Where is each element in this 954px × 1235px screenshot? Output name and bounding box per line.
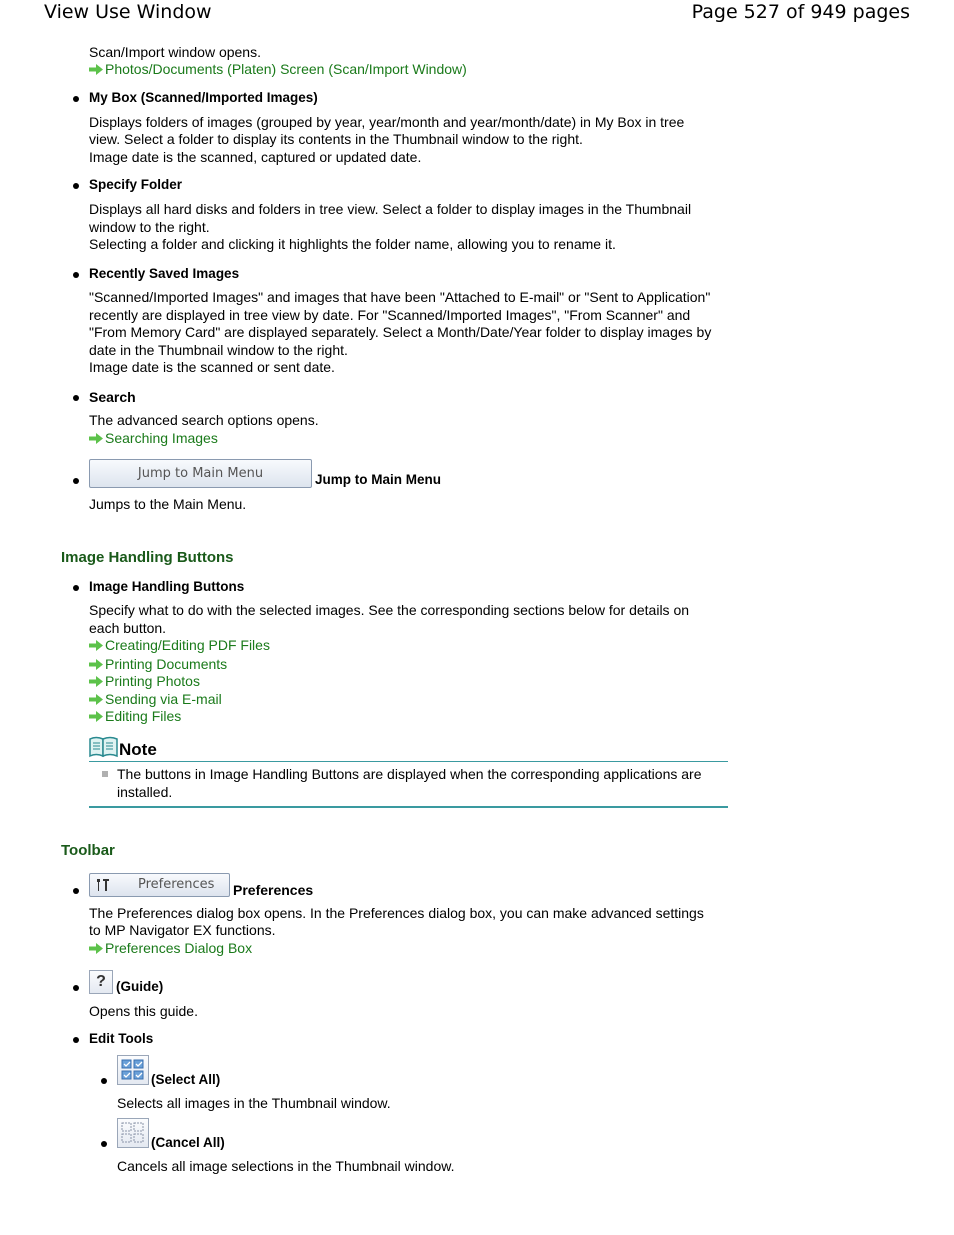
help-icon: ? bbox=[96, 973, 106, 990]
specify-line-1: Displays all hard disks and folders in tree view. Select a folder to display images in the Thumbnail bbox=[89, 201, 692, 217]
specify-line-2: window to the right. bbox=[89, 219, 210, 235]
select-all-button[interactable] bbox=[117, 1055, 149, 1085]
preferences-line-1: The Preferences dialog box opens. In the Preferences dialog box, you can make advanced settings bbox=[89, 905, 704, 921]
image-handling-line-2: each button. bbox=[89, 620, 167, 636]
bullet-icon bbox=[73, 888, 79, 894]
jump-title: Jump to Main Menu bbox=[315, 472, 441, 487]
preferences-line-2: to MP Navigator EX functions. bbox=[89, 922, 276, 938]
select-all-icon bbox=[118, 1056, 148, 1084]
bullet-icon bbox=[73, 478, 79, 484]
recent-line-5: Image date is the scanned or sent date. bbox=[89, 359, 335, 375]
cancel-all-icon bbox=[118, 1119, 148, 1147]
link-text: Preferences Dialog Box bbox=[105, 940, 253, 956]
link-photos-documents[interactable] bbox=[89, 61, 467, 79]
search-title: Search bbox=[89, 389, 136, 405]
mybox-line-3: Image date is the scanned, captured or updated date. bbox=[89, 149, 422, 165]
image-handling-title: Image Handling Buttons bbox=[89, 579, 245, 594]
arrow-right-icon bbox=[89, 640, 103, 651]
preferences-button-label: Preferences bbox=[138, 877, 215, 892]
mybox-line-2: view. Select a folder to display its contents in the Thumbnail window to the right. bbox=[89, 131, 583, 147]
header-title: View Use Window bbox=[44, 1, 212, 23]
mybox-title: My Box (Scanned/Imported Images) bbox=[89, 90, 318, 105]
recent-line-4: date in the Thumbnail window to the right. bbox=[89, 342, 348, 358]
link-printing-documents[interactable] bbox=[89, 656, 227, 674]
link-sending-via-email[interactable] bbox=[89, 691, 222, 709]
bullet-icon bbox=[73, 96, 79, 102]
jump-to-main-menu-button[interactable]: Jump to Main Menu bbox=[89, 459, 312, 488]
note-title: Note bbox=[119, 740, 157, 759]
bullet-icon bbox=[101, 1078, 107, 1084]
cancel-all-button[interactable] bbox=[117, 1118, 149, 1148]
arrow-right-icon bbox=[89, 676, 103, 687]
bullet-icon bbox=[73, 585, 79, 591]
specify-title: Specify Folder bbox=[89, 177, 183, 192]
preferences-title: Preferences bbox=[233, 882, 314, 898]
section-title-image-handling: Image Handling Buttons bbox=[61, 549, 234, 566]
note-bottom-rule bbox=[89, 806, 728, 808]
jump-text: Jumps to the Main Menu. bbox=[89, 496, 247, 512]
link-creating-editing-pdf[interactable] bbox=[89, 637, 270, 655]
guide-title: (Guide) bbox=[116, 979, 164, 994]
bullet-icon bbox=[73, 985, 79, 991]
cancel-all-title: (Cancel All) bbox=[151, 1135, 225, 1150]
bullet-icon bbox=[73, 1037, 79, 1043]
link-preferences-dialog[interactable] bbox=[89, 940, 252, 958]
arrow-right-icon bbox=[89, 433, 103, 444]
specify-line-3: Selecting a folder and clicking it highlights the folder name, allowing you to rename it. bbox=[89, 236, 616, 252]
bullet-icon bbox=[101, 1141, 107, 1147]
note-line-2: installed. bbox=[117, 784, 173, 800]
link-printing-photos[interactable] bbox=[89, 673, 200, 691]
preferences-button[interactable] bbox=[89, 873, 230, 897]
recent-line-1: "Scanned/Imported Images" and images that have been "Attached to E-mail" or "Sent to Application" bbox=[89, 289, 711, 305]
recent-title: Recently Saved Images bbox=[89, 266, 240, 281]
tools-icon bbox=[95, 878, 113, 892]
page-indicator: Page 527 of 949 pages bbox=[691, 1, 910, 23]
edit-tools-title: Edit Tools bbox=[89, 1031, 154, 1046]
guide-text: Opens this guide. bbox=[89, 1003, 198, 1019]
link-text: Photos/Documents (Platen) Screen (Scan/Import Window) bbox=[105, 61, 467, 77]
link-text: Sending via E-mail bbox=[105, 691, 222, 707]
intro-text: Scan/Import window opens. bbox=[89, 44, 261, 60]
search-text: The advanced search options opens. bbox=[89, 412, 319, 428]
recent-line-2: recently are displayed in tree view by date. For "Scanned/Imported Images", "From Scanner" and bbox=[89, 307, 691, 323]
link-searching-images[interactable] bbox=[89, 430, 218, 448]
recent-line-3: "From Memory Card" are displayed separately. Select a Month/Date/Year folder to display images by bbox=[89, 324, 712, 340]
arrow-right-icon bbox=[89, 711, 103, 722]
select-all-text: Selects all images in the Thumbnail window. bbox=[117, 1095, 391, 1111]
section-title-toolbar: Toolbar bbox=[61, 842, 115, 859]
link-text: Searching Images bbox=[105, 430, 218, 446]
link-text: Editing Files bbox=[105, 708, 182, 724]
arrow-right-icon bbox=[89, 659, 103, 670]
image-handling-line-1: Specify what to do with the selected images. See the corresponding sections below for details on bbox=[89, 602, 690, 618]
link-text: Printing Documents bbox=[105, 656, 228, 672]
link-text: Printing Photos bbox=[105, 673, 200, 689]
arrow-right-icon bbox=[89, 943, 103, 954]
bullet-icon bbox=[73, 395, 79, 401]
square-bullet-icon bbox=[102, 771, 108, 777]
guide-button[interactable] bbox=[89, 970, 113, 994]
mybox-line-1: Displays folders of images (grouped by year, year/month and year/month/date) in My Box in tree bbox=[89, 114, 685, 130]
select-all-title: (Select All) bbox=[151, 1072, 221, 1087]
link-editing-files[interactable] bbox=[89, 708, 181, 726]
note-book-icon bbox=[89, 736, 118, 758]
arrow-right-icon bbox=[89, 64, 103, 75]
cancel-all-text: Cancels all image selections in the Thumbnail window. bbox=[117, 1158, 455, 1174]
note-line-1: The buttons in Image Handling Buttons are displayed when the corresponding applications are bbox=[117, 766, 702, 782]
note-top-rule bbox=[89, 761, 728, 762]
arrow-right-icon bbox=[89, 694, 103, 705]
bullet-icon bbox=[73, 183, 79, 189]
bullet-icon bbox=[73, 272, 79, 278]
link-text: Creating/Editing PDF Files bbox=[105, 637, 270, 653]
